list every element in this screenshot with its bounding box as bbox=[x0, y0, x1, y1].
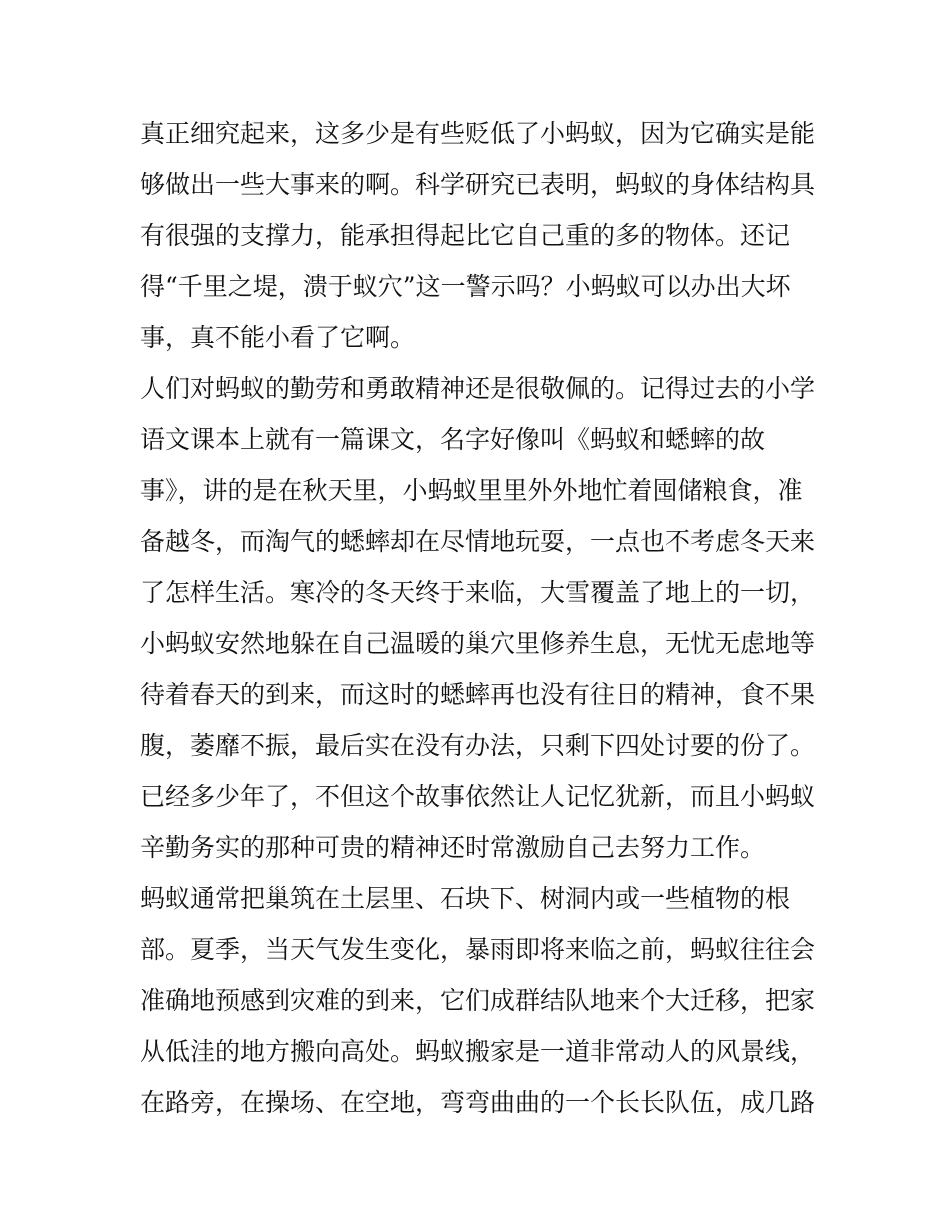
text-line: 腹，萎靡不振，最后实在没有办法，只剩下四处讨要的份了。 bbox=[140, 731, 816, 760]
text-line: 事》，讲的是在秋天里，小蚂蚁里里外外地忙着囤储粮食，准 bbox=[140, 476, 803, 505]
text-line: 从低洼的地方搬向高处。蚂蚁搬家是一道非常动人的风景线， bbox=[140, 1037, 816, 1066]
text-line: 备越冬，而淘气的蟋蟀却在尽情地玩耍，一点也不考虑冬天来 bbox=[140, 527, 816, 556]
body-text bbox=[140, 108, 830, 1128]
text-line: 在路旁，在操场、在空地，弯弯曲曲的一个长长队伍，成几路 bbox=[140, 1088, 816, 1117]
text-line: 语文课本上就有一篇课文，名字好像叫《蚂蚁和蟋蟀的故 bbox=[140, 425, 766, 454]
text-line: 小蚂蚁安然地躲在自己温暖的巢穴里修养生息，无忧无虑地等 bbox=[140, 629, 816, 658]
text-line: 待着春天的到来，而这时的蟋蟀再也没有往日的精神，食不果 bbox=[140, 680, 816, 709]
text-line: 蚂蚁通常把巢筑在土层里、石块下、树洞内或一些植物的根 bbox=[140, 884, 791, 913]
text-line: 有很强的支撑力，能承担得起比它自己重的多的物体。还记 bbox=[140, 221, 791, 250]
text-line: 人们对蚂蚁的勤劳和勇敢精神还是很敬佩的。记得过去的小学 bbox=[140, 374, 816, 403]
text-line: 辛勤务实的那种可贵的精神还时常激励自己去努力工作。 bbox=[140, 833, 766, 862]
text-line: 准确地预感到灾难的到来，它们成群结队地来个大迁移，把家 bbox=[140, 986, 816, 1015]
text-line: 了怎样生活。寒冷的冬天终于来临，大雪覆盖了地上的一切， bbox=[140, 578, 816, 607]
text-line: 得“千里之堤，溃于蚁穴”这一警示吗？小蚂蚁可以办出大坏 bbox=[140, 272, 791, 301]
text-line: 已经多少年了，不但这个故事依然让人记忆犹新，而且小蚂蚁 bbox=[140, 782, 816, 811]
text-line: 事，真不能小看了它啊。 bbox=[140, 323, 416, 352]
text-line: 够做出一些大事来的啊。科学研究已表明，蚂蚁的身体结构具 bbox=[140, 170, 816, 199]
text-line: 真正细究起来，这多少是有些贬低了小蚂蚁，因为它确实是能 bbox=[140, 119, 816, 148]
text-line: 部。夏季，当天气发生变化，暴雨即将来临之前，蚂蚁往往会 bbox=[140, 935, 816, 964]
